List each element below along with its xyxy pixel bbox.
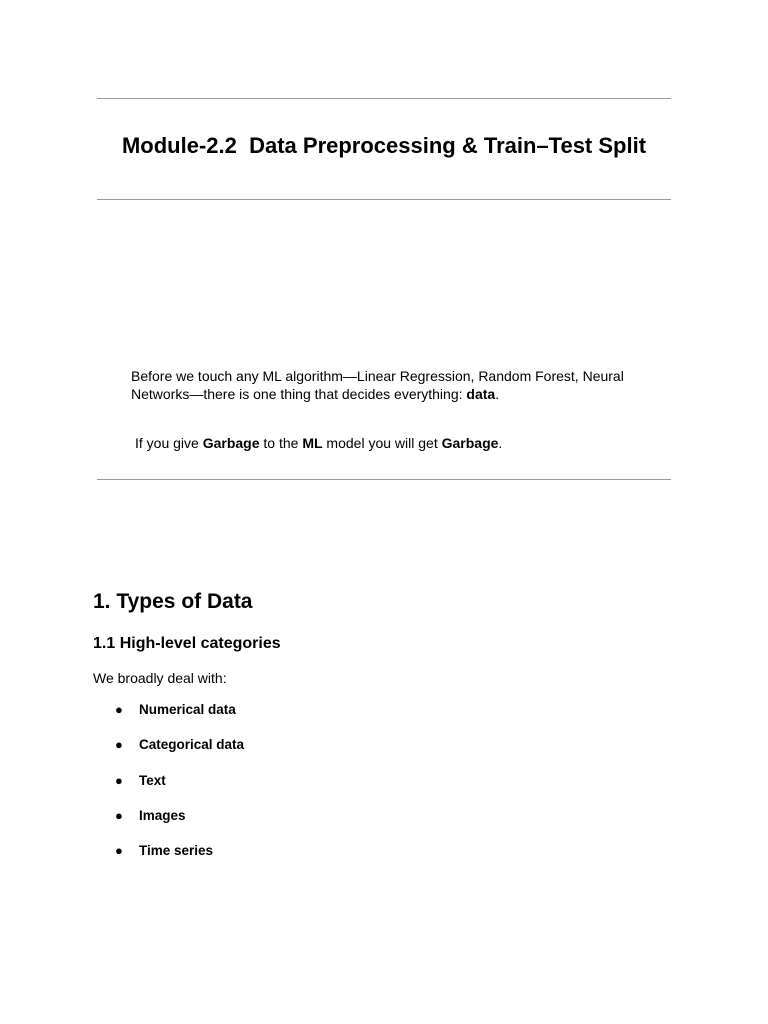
garbage-statement xyxy=(135,434,655,452)
subsection-heading: 1.1 High-level categories xyxy=(93,635,281,652)
list-item-label: Categorical data xyxy=(139,737,245,753)
intro-emphasis: data xyxy=(466,386,496,402)
bullet-icon: ● xyxy=(115,702,123,717)
list-item-label: Time series xyxy=(139,843,214,859)
list-item-label: Numerical data xyxy=(139,702,236,717)
bullet-icon: ● xyxy=(115,772,123,788)
garbage-bold-1: Garbage xyxy=(202,435,260,451)
section-heading: 1. Types of Data xyxy=(93,590,253,613)
page-title: Module-2.2 Data Preprocessing & Train–Test Split xyxy=(121,133,647,158)
garbage-text-4: . xyxy=(498,435,503,451)
garbage-bold-2: ML xyxy=(302,435,323,451)
garbage-text-3: model you will get xyxy=(322,435,442,451)
bullet-icon: ● xyxy=(115,807,123,823)
list-item-label: Images xyxy=(139,807,186,823)
title-divider xyxy=(97,199,671,200)
list-item-label: Text xyxy=(139,772,166,788)
top-divider xyxy=(97,98,671,99)
list-lead-text: We broadly deal with: xyxy=(93,670,227,686)
intro-end: . xyxy=(495,386,500,402)
intro-text: Before we touch any ML algorithm—Linear Regression, Random Forest, Neural Networks—there is one thing that decides everything: xyxy=(131,368,624,402)
intro-divider xyxy=(97,479,671,480)
intro-paragraph xyxy=(131,367,651,403)
garbage-text-2: to the xyxy=(259,435,303,451)
garbage-text-1: If you give xyxy=(135,435,203,451)
garbage-bold-3: Garbage xyxy=(441,435,499,451)
bullet-icon: ● xyxy=(115,737,123,753)
bullet-icon: ● xyxy=(115,843,123,859)
